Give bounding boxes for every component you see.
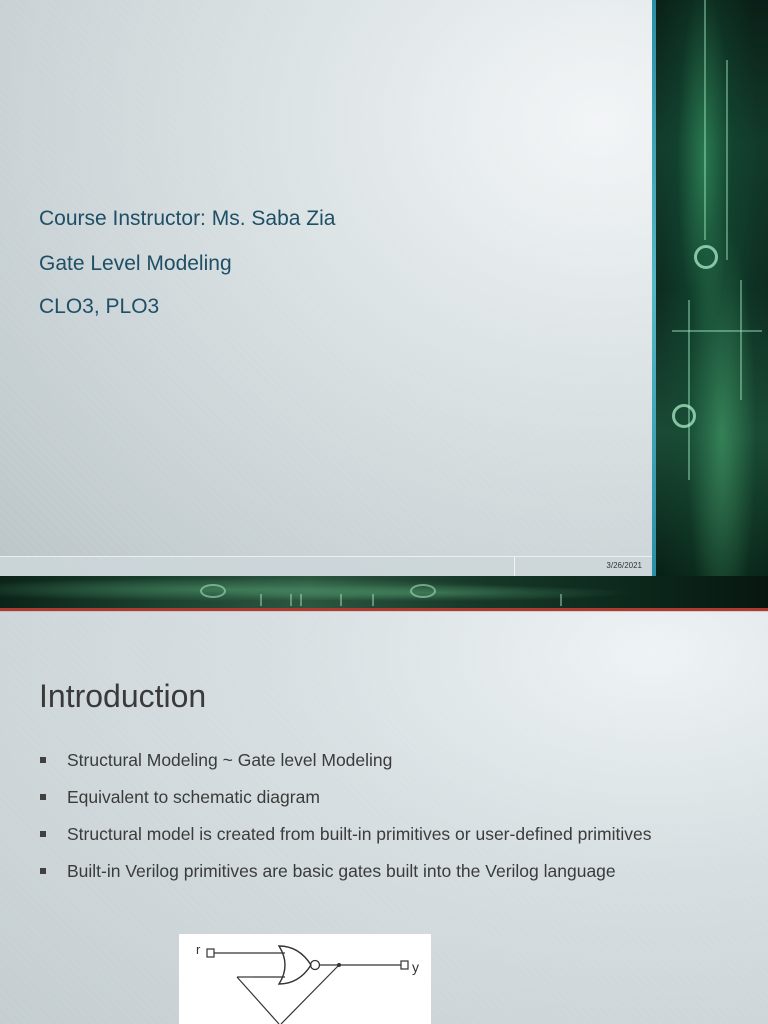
output-label: y bbox=[412, 959, 419, 975]
strip-edge bbox=[652, 0, 656, 578]
bullet-text: Equivalent to schematic diagram bbox=[67, 787, 320, 807]
footer-bar bbox=[0, 556, 652, 577]
list-item bbox=[38, 858, 718, 885]
content-slide bbox=[0, 612, 768, 1024]
list-item bbox=[38, 821, 718, 848]
circuit-trace bbox=[300, 594, 302, 606]
circuit-trace bbox=[672, 330, 762, 332]
nor-gate-schematic bbox=[179, 934, 431, 1024]
circuit-node-icon bbox=[200, 584, 226, 598]
circuit-trace bbox=[340, 594, 342, 606]
output-terminal bbox=[401, 961, 408, 969]
list-item bbox=[38, 784, 718, 811]
bullet-list bbox=[38, 747, 718, 895]
square-bullet-icon bbox=[40, 757, 46, 763]
circuit-node-icon bbox=[410, 584, 436, 598]
circuit-trace bbox=[372, 594, 374, 606]
outcomes-line: CLO3, PLO3 bbox=[39, 295, 160, 318]
circuit-trace bbox=[260, 594, 262, 606]
circuit-node-icon bbox=[694, 245, 718, 269]
circuit-trace bbox=[688, 300, 690, 480]
decorative-circuit-strip bbox=[652, 0, 768, 578]
inversion-bubble bbox=[311, 961, 320, 970]
circuit-trace bbox=[560, 594, 562, 606]
circuit-trace bbox=[726, 60, 728, 260]
square-bullet-icon bbox=[40, 794, 46, 800]
instructor-line: Course Instructor: Ms. Saba Zia bbox=[39, 207, 336, 230]
topic-line: Gate Level Modeling bbox=[39, 252, 232, 275]
circuit-trace bbox=[704, 0, 706, 240]
feedback-wire bbox=[281, 965, 339, 1024]
input-terminal bbox=[207, 949, 214, 957]
input-label: r bbox=[196, 942, 201, 957]
slide-date: 3/26/2021 bbox=[606, 561, 642, 570]
square-bullet-icon bbox=[40, 868, 46, 874]
bullet-text: Structural model is created from built-in primitives or user-defined primitives bbox=[67, 824, 652, 844]
circuit-trace bbox=[290, 594, 292, 606]
bullet-text: Built-in Verilog primitives are basic gates built into the Verilog language bbox=[67, 861, 616, 881]
feedback-wire bbox=[237, 977, 279, 1024]
list-item bbox=[38, 747, 718, 774]
slide-title: Introduction bbox=[39, 678, 207, 714]
slide-divider-line bbox=[0, 608, 768, 611]
nor-gate-body bbox=[279, 946, 311, 984]
circuit-trace bbox=[740, 280, 742, 400]
gate-diagram bbox=[179, 934, 431, 1024]
decorative-circuit-band bbox=[0, 576, 768, 610]
square-bullet-icon bbox=[40, 831, 46, 837]
bullet-text: Structural Modeling ~ Gate level Modeling bbox=[67, 750, 393, 770]
circuit-node-icon bbox=[672, 404, 696, 428]
footer-divider bbox=[514, 557, 515, 577]
